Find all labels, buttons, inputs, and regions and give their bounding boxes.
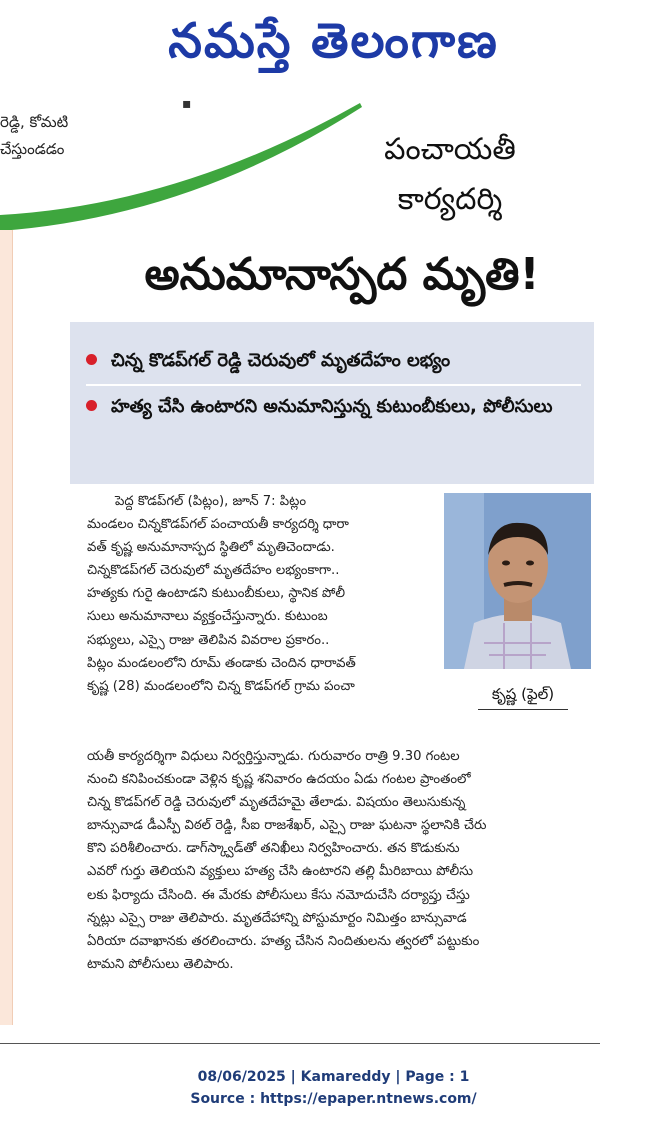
body-line: ఏరియా దవాఖానకు తరలించారు. హత్య చేసిన నిందితులను త్వరలో పట్టుకుం [87,933,480,949]
highlights-box [70,322,594,484]
body-line: చిన్నకొడప్‌గల్ చెరువులో మృతదేహం లభ్యంకాగా.. [87,563,340,579]
body-line: చిన్న కొడప్‌గల్ రెడ్డి చెరువులో మృతదేహమై తేలాడు. విషయం తెలుసుకున్న [87,795,466,811]
photo-caption: కృష్ణ (ఫైల్) [478,685,568,710]
highlight-divider [86,384,581,386]
epaper-footer [0,1066,667,1110]
body-line: యతీ కార్యదర్శిగా విధులు నిర్వర్తిస్తున్నాడు. గురువారం రాత్రి 9.30 గంటల [87,749,460,764]
bullet-dot-icon [86,400,97,411]
highlight-item [86,344,581,378]
body-line: కొని పరిశీలించారు. డాగ్‌స్క్వాడ్‌తో తనిఖీలు నిర్వహించారు. తన కొడుకును [87,841,460,857]
article-body-full [87,745,612,976]
footer-date-edition: 08/06/2025 | Kamareddy | Page : 1 [197,1069,470,1085]
adjacent-article-fragment-1: రెడ్డి, కోమటి [0,113,69,131]
body-line: బాన్సువాడ డీఎస్పీ విఠల్ రెడ్డి, సీఐ రాజశేఖర్, ఎస్సై రాజు ఘటనా స్థలానికి చేరు [87,818,487,834]
body-line: వత్ కృష్ణ అనుమానాస్పద స్థితిలో మృతిచెందాడు. [87,540,335,556]
body-line: పిట్లం మండలంలోని రూమ్ తండాకు చెందిన ధారావత్ [87,655,356,671]
bullet-dot-icon [86,354,97,365]
highlight-text: చిన్న కొడప్‌గల్ రెడ్డి చెరువులో మృతదేహం లభ్యం [111,350,451,371]
kicker-line-1: పంచాయతీ [384,132,516,167]
body-line: టామని పోలీసులు తెలిపారు. [87,956,234,972]
newspaper-masthead: నమస్తే తెలంగాణ [168,13,499,69]
article-body-narrow [87,490,432,698]
body-line: పెద్ద కొడప్‌గల్ (పిట్లం), జూన్ 7: పిట్లం [115,494,307,509]
adjacent-article-fragment-2: చేస్తుండడం [0,140,65,158]
green-swoosh-decoration [0,95,380,235]
kicker-line-2: కార్యదర్శి [397,182,503,217]
body-line: కృష్ణ (28) మండలంలోని చిన్న కొడప్‌గల్ గ్రామ పంచా [87,678,355,694]
body-line: మండలం చిన్నకొడప్‌గల్ పంచాయతీ కార్యదర్శి ధారా [87,517,349,533]
body-line: ఎవరో గుర్తు తెలియని వ్యక్తులు హత్య చేసి ఉంటారని తల్లి మీరిబాయి పోలీసు [87,864,474,880]
adjacent-column-strip [0,230,13,1025]
body-line: సభ్యులు, ఎస్సై రాజు తెలిపిన వివరాల ప్రకారం.. [87,632,330,648]
page-bottom-rule [0,1043,600,1044]
body-line: లకు ఫిర్యాదు చేసింది. ఈ మేరకు పోలీసులు కేసు నమోదుచేసి దర్యాప్తు చేస్తు [87,887,470,903]
highlight-item [86,390,581,424]
highlight-text: హత్య చేసి ఉంటారని అనుమానిస్తున్న కుటుంబీకులు, పోలీసులు [111,396,553,417]
body-line: సులు అనుమానాలు వ్యక్తంచేస్తున్నారు. కుటుంబ [87,609,328,625]
body-line: నుంచి కనిపించకుండా వెళ్లిన కృష్ణ శనివారం ఉదయం ఏడు గంటల ప్రాంతంలో [87,772,471,788]
article-headline: అనుమానాస్పద మృతి! [144,249,540,300]
body-line: న్నట్లు ఎస్సై రాజు తెలిపారు. మృతదేహాన్ని పోస్టుమార్టం నిమిత్తం బాన్సువాడ [87,910,467,926]
footer-source-link[interactable]: Source : https://epaper.ntnews.com/ [190,1091,477,1107]
body-line: హత్యకు గురై ఉంటాడని కుటుంబీకులు, స్థానిక పోలీ [87,586,345,602]
person-photo [444,493,591,669]
portrait-image [444,493,591,669]
stray-mark: ▪ [182,96,192,112]
